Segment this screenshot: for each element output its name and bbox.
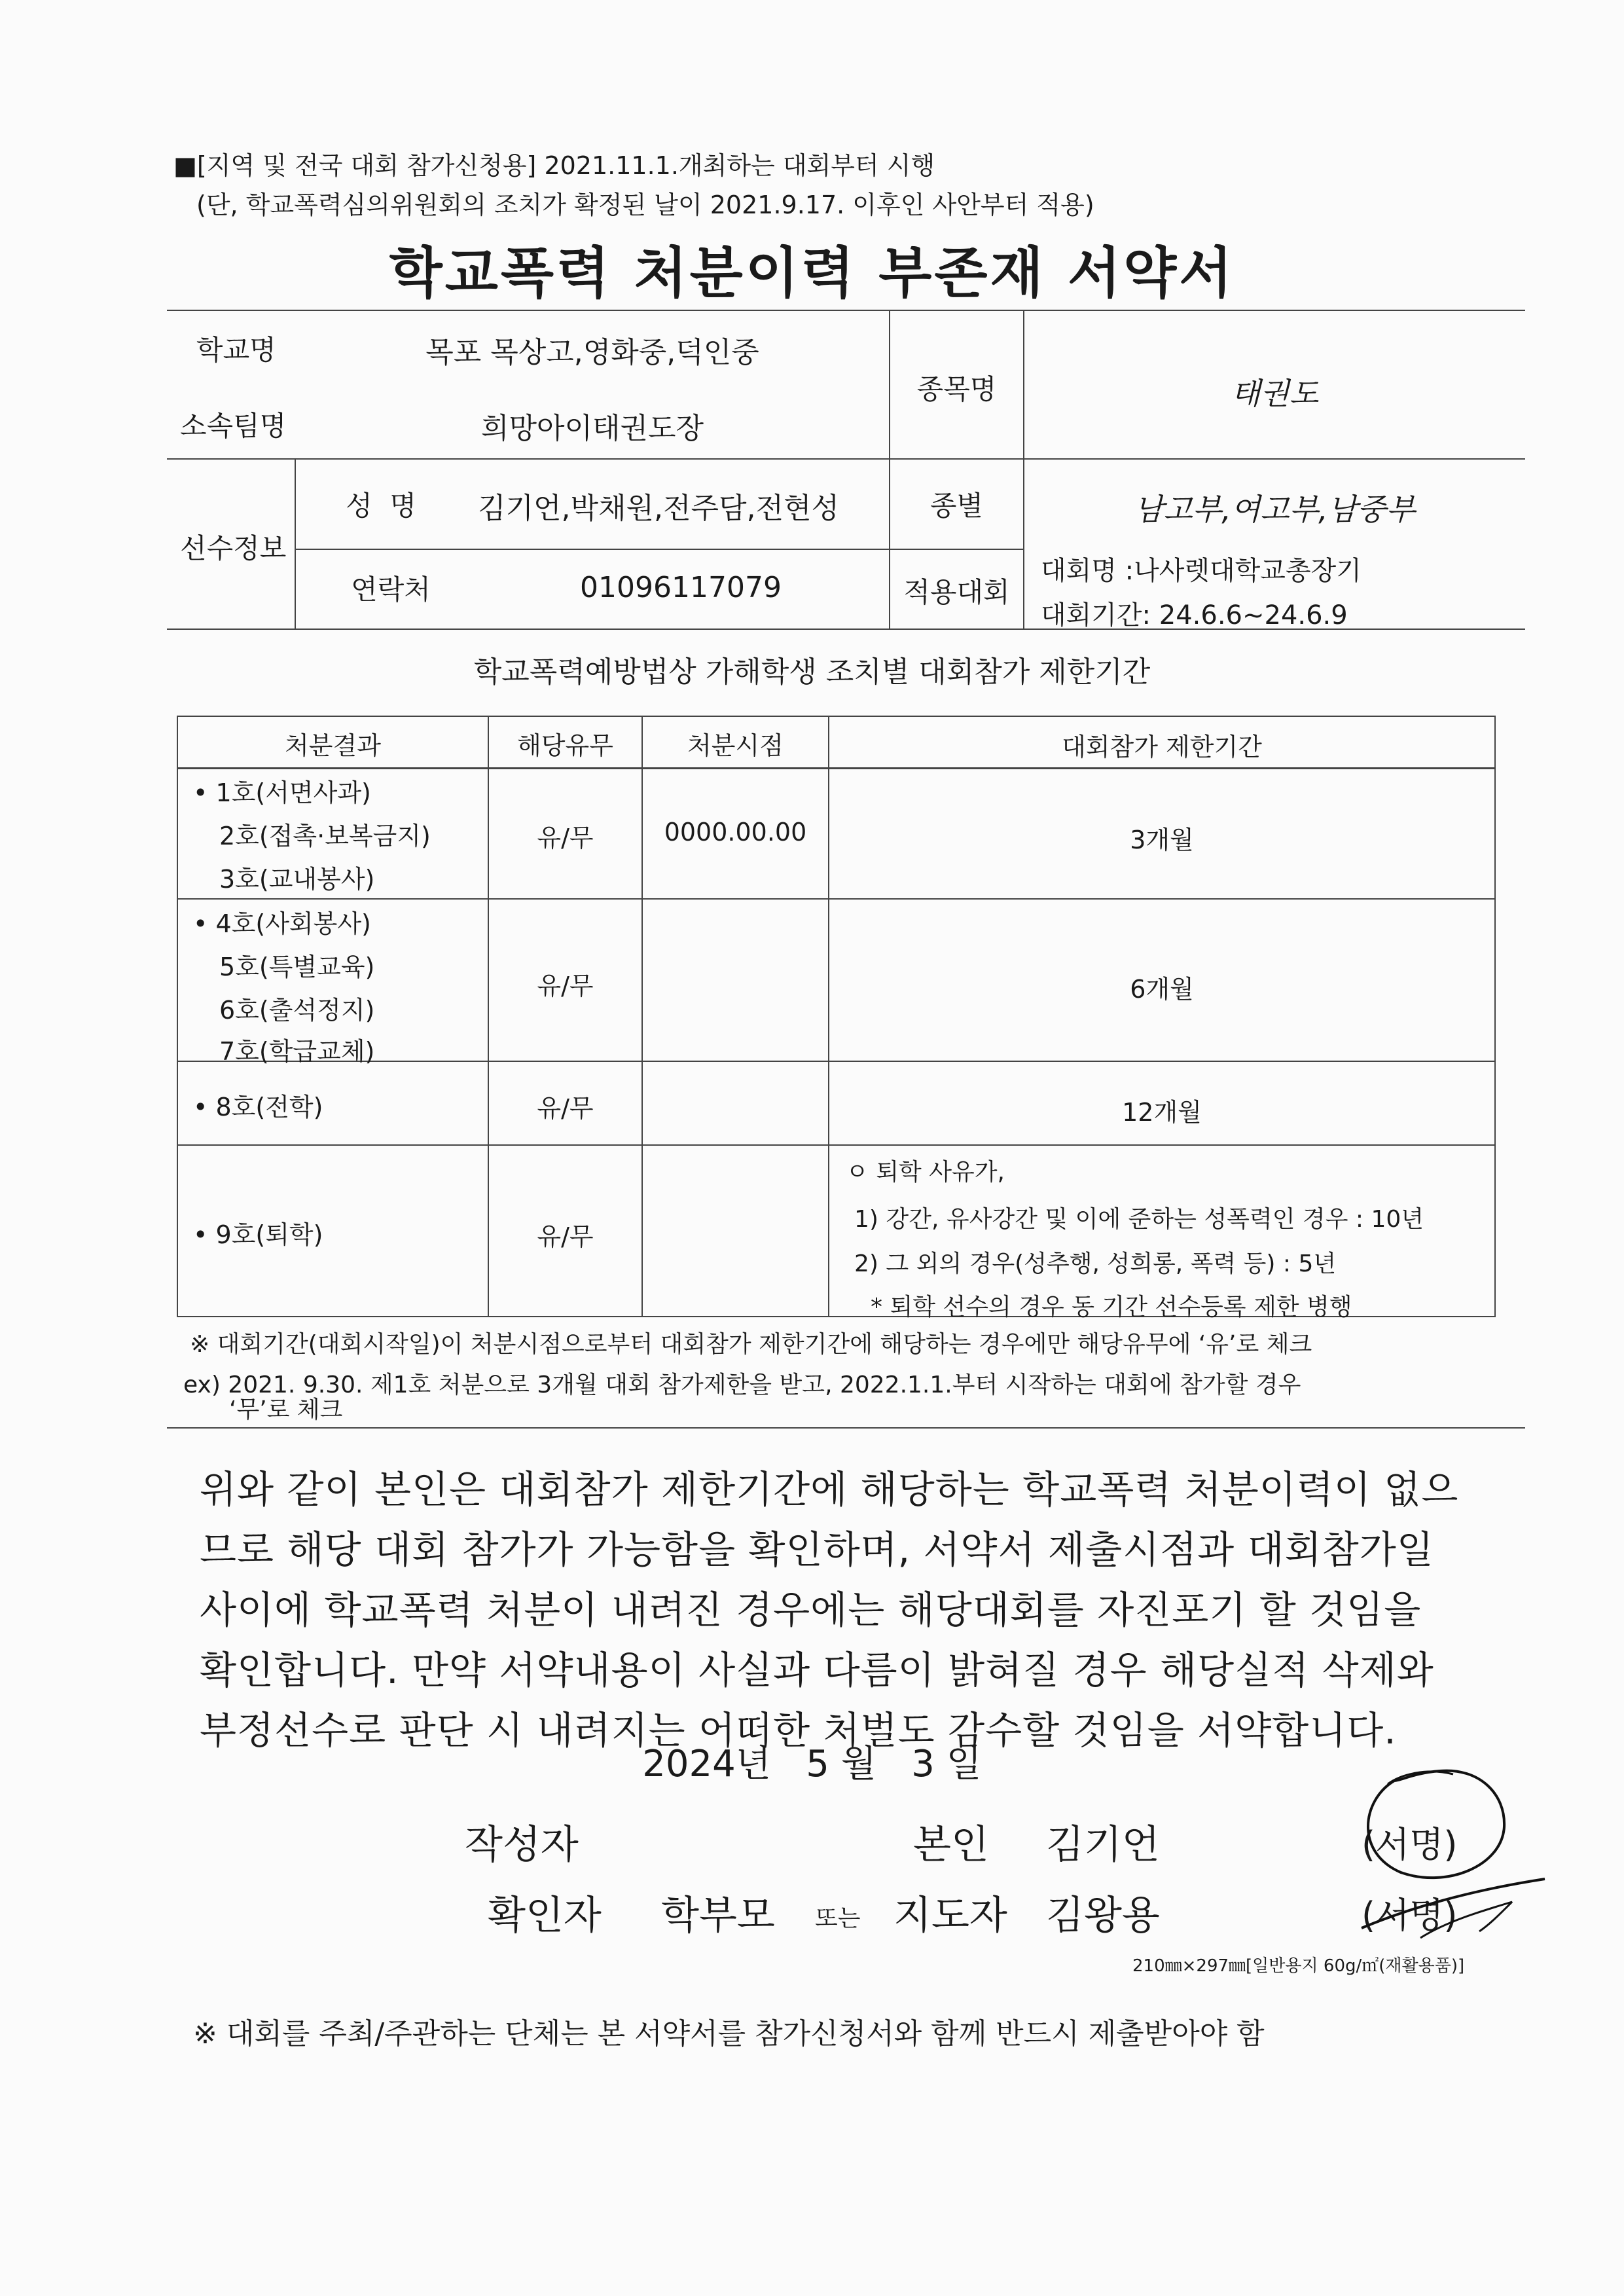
statement-line-4: 확인합니다. 만약 서약내용이 사실과 다름이 밝혀질 경우 해당실적 삭제와	[200, 1648, 1434, 1692]
statement-line-5: 부정선수로 판단 시 내려지는 어떠한 처벌도 감수할 것임을 서약합니다.	[200, 1708, 1397, 1753]
note-3: ‘무’로 체크	[229, 1396, 343, 1423]
confirmer-sign-label: (서명)	[1362, 1895, 1458, 1936]
row2-item-2: 5호(특별교육)	[219, 953, 375, 981]
event-period: 대회기간: 24.6.6~24.6.9	[1041, 600, 1348, 630]
writer-role: 본인	[913, 1822, 989, 1868]
page-title: 학교폭력 처분이력 부존재 서약서	[389, 241, 1235, 305]
header-line-1: ■[지역 및 전국 대회 참가신청용] 2021.11.1.개최하는 대회부터 시행	[173, 151, 935, 180]
info-table-col-divider-c	[1023, 310, 1024, 629]
header-date: 처분시점	[687, 731, 784, 760]
restriction-table-left-border	[177, 716, 178, 1317]
statement-line-2: 므로 해당 대회 참가가 가능함을 확인하며, 서약서 제출시점과 대회참가일	[200, 1527, 1434, 1572]
row2-item-4: 7호(학급교체)	[219, 1037, 375, 1066]
name-label: 성 명	[346, 490, 416, 522]
info-table-row-divider	[167, 458, 1525, 460]
row3-period: 12개월	[1122, 1098, 1202, 1127]
header-line-2: (단, 학교폭력심의위원회의 조치가 확정된 날이 2021.9.17. 이후인 사안부터 적용)	[196, 191, 1094, 219]
confirmer-role-2: 지도자	[893, 1893, 1007, 1939]
team-value: 희망아이태권도장	[480, 412, 704, 445]
statement-line-1: 위와 같이 본인은 대회참가 제한기간에 해당하는 학교폭력 처분이력이 없으	[200, 1467, 1459, 1512]
confirmer-name: 김왕용	[1046, 1893, 1160, 1939]
restriction-table-top-border	[177, 716, 1496, 717]
restriction-table-row-divider-1	[177, 898, 1496, 900]
restriction-table-col-divider-2	[641, 716, 643, 1317]
header-result: 처분결과	[285, 731, 381, 760]
row3-item-1: • 8호(전학)	[193, 1093, 323, 1121]
row1-item-2: 2호(접촉·보복금지)	[219, 822, 431, 850]
writer-label: 작성자	[465, 1822, 579, 1868]
row1-applicable: 유/무	[537, 824, 594, 852]
event-name: 대회명 :나사렛대학교총장기	[1041, 556, 1362, 586]
division-label: 종별	[929, 490, 984, 522]
row1-item-3: 3호(교내봉사)	[219, 865, 375, 894]
row1-item-1: • 1호(서면사과)	[193, 778, 371, 807]
restriction-table-col-divider-3	[828, 716, 829, 1317]
notes-divider	[167, 1427, 1525, 1429]
row4-period-line-1: ㅇ 퇴학 사유가,	[846, 1159, 1005, 1186]
note-1: ※ 대회기간(대회시작일)이 처분시점으로부터 대회참가 제한기간에 해당하는 경우에만 해당유무에 ‘유’로 체크	[190, 1331, 1312, 1358]
restriction-table-header-divider	[177, 767, 1496, 769]
row4-item-1: • 9호(퇴학)	[193, 1220, 323, 1249]
or-text: 또는	[815, 1905, 861, 1932]
note-2: ex) 2021. 9.30. 제1호 처분으로 3개월 대회 참가제한을 받고, 2022.1.1.부터 시작하는 대회에 참가할 경우	[183, 1372, 1301, 1398]
row2-item-3: 6호(출석정지)	[219, 996, 375, 1025]
player-info-label: 선수정보	[180, 532, 287, 564]
writer-name: 김기언	[1046, 1822, 1160, 1868]
statement-line-3: 사이에 학교폭력 처분이 내려진 경우에는 해당대회를 자진포기 할 것임을	[200, 1588, 1422, 1632]
row1-date: 0000.00.00	[664, 818, 807, 847]
row4-applicable: 유/무	[537, 1222, 594, 1251]
name-value: 김기언,박채원,전주담,전현성	[478, 492, 840, 525]
row4-period-line-3: 2) 그 외의 경우(성추행, 성희롱, 폭력 등) : 5년	[854, 1250, 1337, 1277]
row3-applicable: 유/무	[537, 1094, 594, 1123]
row4-period-line-2: 1) 강간, 유사강간 및 이에 준하는 성폭력인 경우 : 10년	[854, 1206, 1424, 1233]
row4-period-line-4: * 퇴학 선수의 경우 동 기간 선수등록 제한 병행	[871, 1294, 1352, 1321]
row2-applicable: 유/무	[537, 972, 594, 1000]
row2-item-1: • 4호(사회봉사)	[193, 909, 371, 938]
contact-label: 연락처	[351, 574, 431, 606]
info-table-top-border	[167, 310, 1525, 311]
info-table-inner-divider	[295, 549, 1024, 550]
sport-value: 태권도	[1231, 376, 1319, 411]
confirmer-role: 학부모	[661, 1893, 775, 1939]
header-applicable: 해당유무	[517, 731, 613, 760]
row2-period: 6개월	[1130, 975, 1194, 1004]
restriction-table-row-divider-3	[177, 1144, 1496, 1146]
writer-sign-label: (서명)	[1362, 1824, 1458, 1865]
sport-label: 종목명	[916, 373, 997, 405]
event-label: 적용대회	[903, 576, 1010, 608]
contact-value: 01096117079	[580, 571, 782, 604]
row1-period: 3개월	[1130, 826, 1194, 854]
header-period: 대회참가 제한기간	[1062, 733, 1262, 761]
confirmer-label: 확인자	[488, 1893, 602, 1939]
division-value: 남고부,여고부,남중부	[1134, 492, 1416, 527]
paper-spec: 210㎜×297㎜[일반용지 60g/㎡(재활용품)]	[1132, 1956, 1465, 1976]
restriction-title: 학교폭력예방법상 가해학생 조치별 대회참가 제한기간	[473, 655, 1151, 689]
school-value: 목포 목상고,영화중,덕인중	[425, 336, 759, 369]
team-label: 소속팀명	[180, 410, 287, 442]
school-label: 학교명	[196, 334, 276, 366]
sign-date: 2024년 5 월 3 일	[642, 1743, 982, 1785]
restriction-table-right-border	[1494, 716, 1496, 1317]
footer-note: ※ 대회를 주최/주관하는 단체는 본 서약서를 참가신청서와 함께 반드시 제출받아야 함	[193, 2017, 1265, 2050]
confirmer-signature-scribble	[1348, 1866, 1558, 1951]
